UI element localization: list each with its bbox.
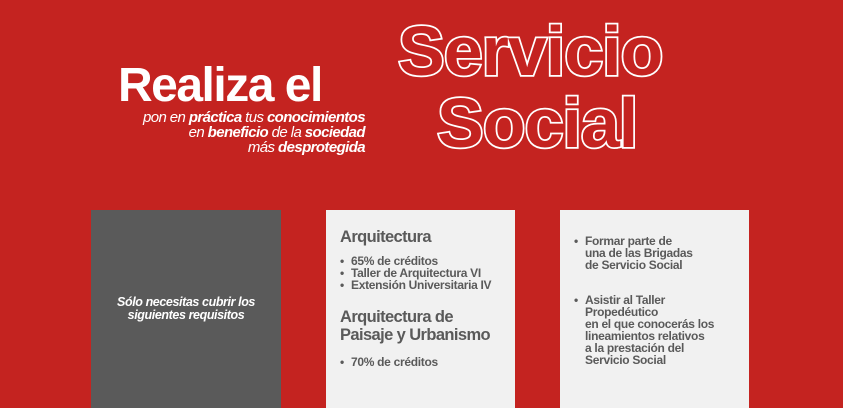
list-extra — [574, 235, 749, 366]
heading-paisaje-line-1: Arquitectura de — [340, 308, 453, 326]
extra-requirements-box — [560, 210, 749, 408]
title-servicio: Servicio — [398, 12, 663, 90]
tagline-line-3: más desprotegida — [247, 139, 365, 156]
intro-box — [91, 210, 281, 408]
header-title-left: Realiza el — [118, 59, 322, 112]
list-item: • Extensión Universitaria IV — [340, 279, 515, 291]
heading-paisaje-line-2: Paisaje y Urbanismo — [340, 326, 491, 344]
list-item: • Taller de Arquitectura VI — [340, 267, 515, 279]
list-item: • 70% de créditos — [340, 356, 515, 368]
list-item-taller: • Asistir al Taller Propedéutico en el que conocerás los lineamientos relativos a la prestación del Servicio Social — [574, 294, 749, 366]
tagline-line-1: pon en práctica tus conocimientos — [142, 109, 365, 126]
list-item: • 65% de créditos — [340, 255, 515, 267]
tagline — [143, 110, 365, 155]
list-paisaje — [340, 356, 515, 368]
list-item-brigadas: • Formar parte de una de las Brigadas de Servicio Social — [574, 235, 749, 271]
list-arquitectura — [340, 255, 515, 291]
heading-paisaje — [340, 308, 515, 344]
title-social: Social — [437, 84, 638, 162]
tagline-line-2: en beneficio de la sociedad — [188, 124, 365, 141]
heading-arquitectura: Arquitectura — [340, 228, 431, 246]
requirements-box — [326, 210, 515, 408]
intro-text: Sólo necesitas cubrir los siguientes requisitos — [117, 295, 255, 322]
